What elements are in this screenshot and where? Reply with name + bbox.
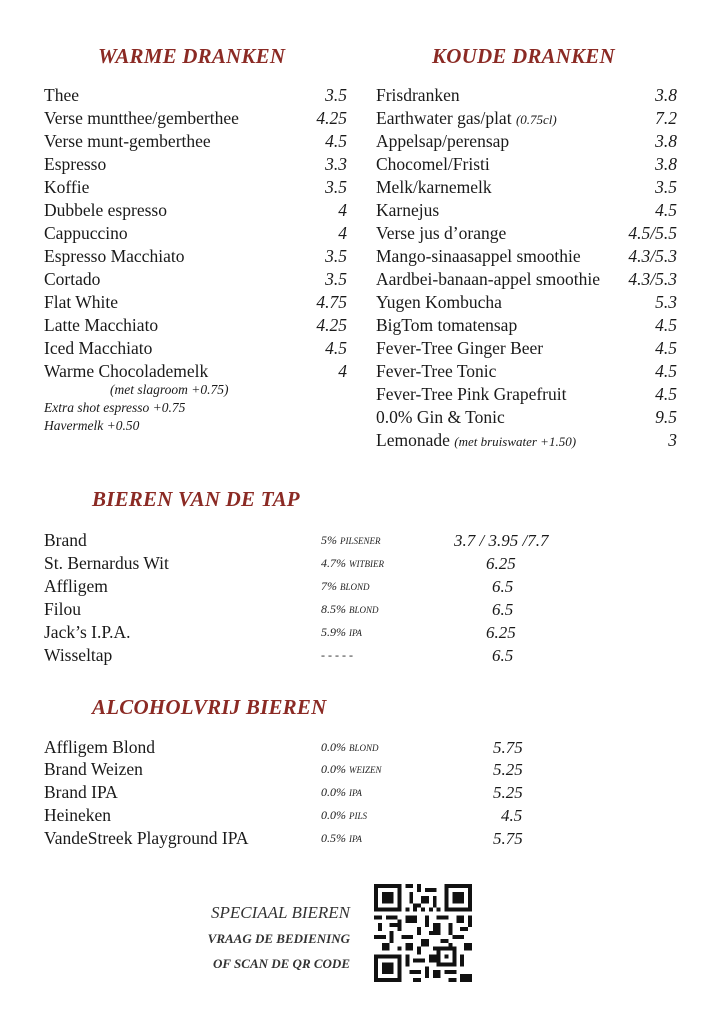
item-price: 3.5	[325, 85, 347, 105]
table-row	[44, 575, 564, 598]
item-name: Thee	[44, 85, 79, 105]
table-row	[44, 552, 564, 575]
item-price: 4.25	[316, 315, 347, 335]
item-name: Fever-Tree Tonic	[376, 361, 497, 381]
item-price: 4	[338, 361, 347, 381]
qr-code-icon[interactable]	[374, 884, 472, 982]
item-name: Melk/karnemelk	[376, 177, 492, 197]
warm-drinks-heading: WARME DRANKEN	[98, 44, 286, 68]
beer-abv: 5.9%	[321, 625, 346, 639]
beer-style: blond	[340, 579, 370, 593]
beer-abv-style	[321, 621, 362, 644]
item-name: BigTom tomatensap	[376, 315, 518, 335]
beer-abv: 5%	[321, 533, 337, 547]
list-item	[376, 429, 677, 452]
item-name: Warme Chocolademelk	[44, 361, 209, 381]
beer-price: 6.5	[492, 600, 514, 619]
item-price: 4.5/5.5	[628, 223, 677, 243]
item-price: 4.3/5.3	[628, 269, 677, 289]
beer-name: VandeStreek Playground IPA	[44, 828, 249, 848]
list-item	[376, 199, 677, 222]
beer-abv: 0.0%	[321, 808, 346, 822]
beer-price: 5.75	[493, 738, 523, 757]
item-name: Cortado	[44, 269, 101, 289]
table-row	[44, 621, 564, 644]
item-price: 4.5	[655, 384, 677, 404]
list-item	[376, 360, 677, 383]
list-item	[44, 291, 347, 314]
item-name: Espresso Macchiato	[44, 246, 185, 266]
beer-abv-style	[321, 781, 362, 804]
list-item	[376, 245, 677, 268]
beer-style: blond	[349, 740, 379, 754]
list-item	[376, 268, 677, 291]
beer-abv-style	[321, 644, 353, 667]
list-item	[376, 337, 677, 360]
item-name: Yugen Kombucha	[376, 292, 502, 312]
item-name: 0.0% Gin & Tonic	[376, 407, 505, 427]
beer-abv: 0.0%	[321, 762, 346, 776]
item-name: Verse muntthee/gemberthee	[44, 108, 239, 128]
item-price: 3.8	[655, 131, 677, 151]
item-price: 4.5	[655, 361, 677, 381]
beer-abv-style	[321, 827, 362, 850]
tap-beers-heading: BIEREN VAN DE TAP	[92, 487, 300, 511]
item-name: Mango-sinaasappel smoothie	[376, 246, 581, 266]
item-price: 4.5	[655, 338, 677, 358]
item-price: 3.5	[325, 269, 347, 289]
item-name: Fever-Tree Pink Grapefruit	[376, 384, 567, 404]
havermelk-note: Havermelk +0.50	[44, 418, 140, 433]
beer-style: pilsener	[340, 533, 381, 547]
item-price: 5.3	[655, 292, 677, 312]
special-beers-scan-qr: OF SCAN DE QR CODE	[212, 956, 350, 971]
list-item	[376, 84, 677, 107]
list-item	[376, 107, 677, 130]
item-note: (0.75cl)	[515, 112, 557, 127]
item-name: Appelsap/perensap	[376, 131, 510, 151]
beer-abv: 0.0%	[321, 740, 346, 754]
beer-abv-style	[321, 529, 381, 552]
beer-style: blond	[349, 602, 379, 616]
beer-style: ipa	[349, 831, 362, 845]
beer-abv-style	[321, 758, 382, 781]
table-row	[44, 644, 564, 667]
item-price: 4.5	[325, 338, 347, 358]
beer-price: 6.5	[492, 646, 514, 665]
beer-style: weizen	[349, 762, 382, 776]
beer-name: Heineken	[44, 805, 112, 825]
item-name: Fever-Tree Ginger Beer	[376, 338, 544, 358]
list-item	[376, 176, 677, 199]
beer-abv-style	[321, 575, 370, 598]
list-item	[376, 314, 677, 337]
list-item	[44, 360, 347, 383]
beer-abv: 7%	[321, 579, 337, 593]
item-price: 4	[338, 200, 347, 220]
beer-name: Brand	[44, 530, 87, 550]
beer-abv: - - - - -	[321, 648, 353, 662]
item-price: 3.5	[325, 246, 347, 266]
beer-name: Brand Weizen	[44, 759, 143, 779]
item-price: 9.5	[655, 407, 677, 427]
beer-price: 4.5	[501, 806, 523, 825]
item-price: 4.25	[316, 108, 347, 128]
item-name-text: Earthwater gas/plat	[376, 108, 512, 128]
list-item	[376, 130, 677, 153]
item-name	[376, 107, 557, 131]
table-row	[44, 529, 564, 552]
table-row	[44, 827, 564, 850]
item-price: 3.5	[655, 177, 677, 197]
beer-price: 5.25	[493, 760, 523, 779]
list-item	[376, 406, 677, 429]
item-price: 7.2	[655, 108, 677, 128]
list-item	[44, 107, 347, 130]
item-name: Aardbei-banaan-appel smoothie	[376, 269, 601, 289]
item-name: Verse jus d’orange	[376, 223, 507, 243]
item-price: 4.3/5.3	[628, 246, 677, 266]
item-name-text: Lemonade	[376, 430, 450, 450]
beer-abv-style	[321, 552, 384, 575]
table-row	[44, 758, 564, 781]
special-beers-title: SPECIAAL BIEREN	[211, 903, 350, 922]
beer-name: Brand IPA	[44, 782, 118, 802]
cold-drinks-heading: KOUDE DRANKEN	[432, 44, 615, 68]
table-row	[44, 781, 564, 804]
list-item	[44, 176, 347, 199]
non-alcoholic-beers-heading: ALCOHOLVRIJ BIEREN	[92, 695, 327, 719]
beer-name: Wisseltap	[44, 645, 113, 665]
item-price: 4.75	[316, 292, 347, 312]
beer-name: Affligem Blond	[44, 737, 155, 757]
choco-whipped-cream-note: (met slagroom +0.75)	[110, 382, 229, 397]
beer-style: ipa	[349, 785, 362, 799]
list-item	[44, 199, 347, 222]
item-price: 3.3	[325, 154, 347, 174]
beer-price: 5.25	[493, 783, 523, 802]
beer-style: witbier	[349, 556, 384, 570]
list-item	[44, 268, 347, 291]
beer-abv: 0.5%	[321, 831, 346, 845]
table-row	[44, 804, 564, 827]
beer-abv-style	[321, 736, 379, 759]
item-price: 4.5	[655, 200, 677, 220]
item-name: Dubbele espresso	[44, 200, 167, 220]
item-price: 3	[668, 430, 677, 450]
beer-abv-style	[321, 804, 367, 827]
extra-shot-note: Extra shot espresso +0.75	[44, 400, 186, 415]
item-price: 3.5	[325, 177, 347, 197]
item-name: Flat White	[44, 292, 119, 312]
list-item	[44, 337, 347, 360]
item-name: Cappuccino	[44, 223, 128, 243]
beer-price: 6.5	[492, 577, 514, 596]
beer-name: St. Bernardus Wit	[44, 553, 169, 573]
item-name: Latte Macchiato	[44, 315, 159, 335]
beer-abv: 8.5%	[321, 602, 346, 616]
item-price: 3.8	[655, 85, 677, 105]
beer-price: 3.7 / 3.95 /7.7	[454, 531, 549, 550]
beer-name: Affligem	[44, 576, 108, 596]
list-item	[44, 245, 347, 268]
list-item	[44, 153, 347, 176]
beer-name: Jack’s I.P.A.	[44, 622, 131, 642]
item-name: Frisdranken	[376, 85, 460, 105]
list-item	[376, 153, 677, 176]
beer-price: 5.75	[493, 829, 523, 848]
list-item	[376, 383, 677, 406]
item-price: 3.8	[655, 154, 677, 174]
list-item	[44, 314, 347, 337]
list-item	[44, 84, 347, 107]
beer-name: Filou	[44, 599, 81, 619]
beer-price: 6.25	[486, 554, 516, 573]
list-item	[44, 222, 347, 245]
item-note: (met bruiswater +1.50)	[454, 434, 577, 449]
beer-abv-style	[321, 598, 379, 621]
item-name: Koffie	[44, 177, 90, 197]
beer-abv: 0.0%	[321, 785, 346, 799]
beer-style: pils	[349, 808, 367, 822]
list-item	[44, 130, 347, 153]
item-name: Verse munt-gemberthee	[44, 131, 211, 151]
list-item	[376, 291, 677, 314]
beer-price: 6.25	[486, 623, 516, 642]
beer-style: ipa	[349, 625, 362, 639]
list-item	[376, 222, 677, 245]
item-name: Espresso	[44, 154, 107, 174]
table-row	[44, 736, 564, 759]
item-price: 4.5	[655, 315, 677, 335]
item-name: Chocomel/Fristi	[376, 154, 490, 174]
item-name: Iced Macchiato	[44, 338, 153, 358]
table-row	[44, 598, 564, 621]
item-price: 4.5	[325, 131, 347, 151]
beer-abv: 4.7%	[321, 556, 346, 570]
special-beers-ask-staff: VRAAG DE BEDIENING	[207, 931, 350, 946]
item-name: Karnejus	[376, 200, 440, 220]
item-price: 4	[338, 223, 347, 243]
item-name	[376, 429, 576, 453]
